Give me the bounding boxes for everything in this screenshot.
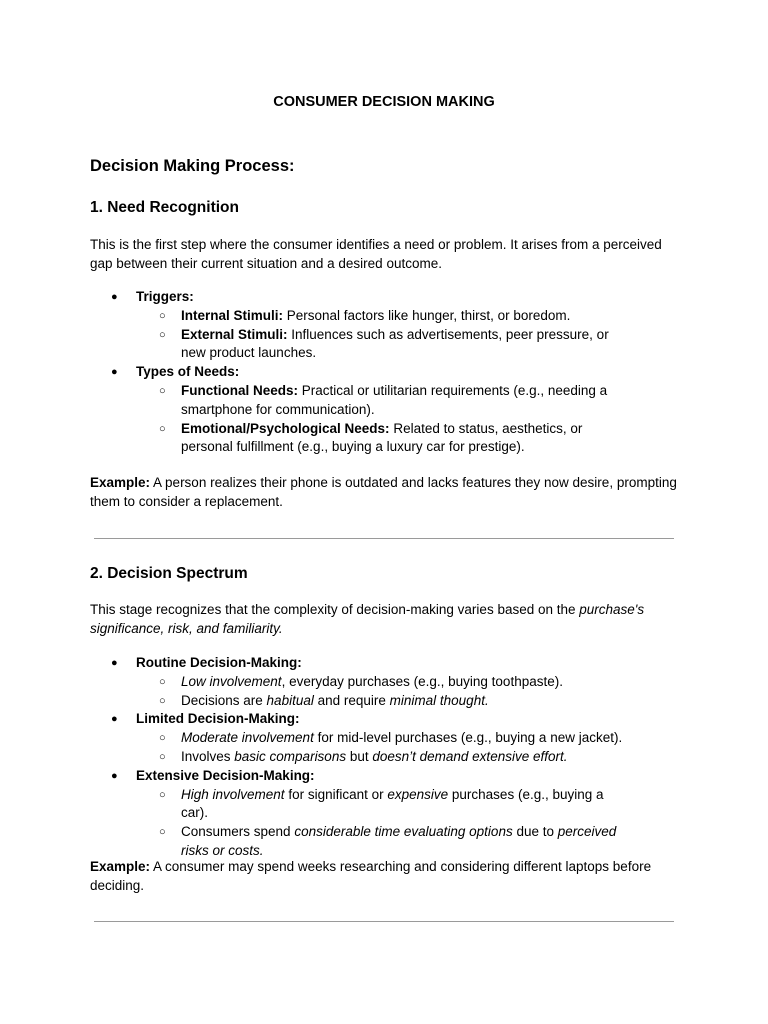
sub-item — [136, 673, 631, 692]
example-text: A person realizes their phone is outdated and lacks features they now desire, prompting them to consider a replacement. — [90, 475, 677, 509]
sub-item-functional-needs — [136, 382, 631, 420]
decision-spectrum-intro — [90, 600, 680, 638]
section-divider — [94, 921, 674, 922]
sub-item-text: but — [346, 748, 373, 764]
decision-spectrum-example — [90, 857, 680, 895]
bullet-icon: ● — [111, 366, 118, 379]
decision-spectrum-heading: 2. Decision Spectrum — [90, 565, 248, 582]
list-item-triggers — [90, 288, 690, 363]
example-label: Example: — [90, 859, 151, 874]
need-recognition-heading: 1. Need Recognition — [90, 199, 239, 216]
sub-item-text: Personal factors like hunger, thirst, or boredom. — [283, 307, 571, 323]
sub-item-label: Functional Needs: — [181, 382, 299, 398]
sub-item — [136, 692, 631, 711]
list-item-label: Types of Needs: — [136, 364, 240, 380]
need-recognition-example — [90, 473, 680, 511]
emphasis-text: considerable time evaluating options — [294, 824, 513, 840]
sub-item-text: due to — [512, 824, 558, 840]
list-item-routine — [90, 654, 690, 710]
sub-item-label: Emotional/Psychological Needs: — [181, 420, 390, 436]
emphasis-text: habitual — [266, 692, 314, 708]
sub-item — [136, 823, 631, 861]
sub-bullet-icon: ○ — [159, 309, 166, 322]
list-item-label: Routine Decision-Making: — [136, 655, 302, 670]
sub-item-text: Consumers spend — [181, 824, 295, 840]
sub-item-text: for mid-level purchases (e.g., buying a new jacket). — [313, 730, 623, 746]
emphasis-text: basic comparisons — [234, 748, 347, 764]
list-item-label: Triggers: — [136, 289, 194, 304]
bullet-icon: ● — [111, 291, 118, 303]
emphasis-text: Moderate involvement — [181, 730, 314, 746]
emphasis-text: Low involvement — [181, 673, 282, 689]
section-divider — [94, 538, 674, 539]
sub-bullet-icon: ○ — [159, 826, 166, 839]
sub-item-text: Involves — [181, 748, 235, 764]
sub-item-text: Decisions are — [181, 692, 267, 708]
sub-bullet-icon: ○ — [159, 694, 166, 707]
sub-item-label: Internal Stimuli: — [181, 307, 284, 323]
emphasis-text: minimal thought. — [389, 692, 489, 708]
sub-item-text: for significant or — [284, 786, 388, 802]
sub-item-internal-stimuli — [136, 307, 631, 326]
emphasis-text: High involvement — [181, 786, 285, 802]
sub-item-external-stimuli — [136, 326, 631, 364]
list-item-types-of-needs — [90, 363, 690, 457]
intro-emphasis: purchase's significance, risk, and familiarity. — [90, 602, 645, 636]
need-recognition-intro: This is the first step where the consumer identifies a need or problem. It arises from a perceived gap between their current situation and a desired outcome. — [90, 237, 662, 271]
sub-item-emotional-needs — [136, 420, 631, 458]
bullet-icon: ● — [111, 713, 118, 726]
example-text: A consumer may spend weeks researching and considering different laptops before deciding. — [90, 859, 652, 893]
emphasis-text: expensive — [387, 786, 449, 802]
document-title: CONSUMER DECISION MAKING — [273, 94, 495, 110]
sub-item — [136, 786, 631, 824]
section-heading: Decision Making Process: — [90, 157, 295, 175]
sub-item-text: Practical or utilitarian requirements (e.g., needing a smartphone for communication). — [181, 382, 608, 417]
emphasis-text: perceived risks or costs. — [181, 824, 617, 858]
sub-bullet-icon: ○ — [159, 328, 166, 341]
sub-bullet-icon: ○ — [159, 675, 166, 688]
sub-item-text: purchases (e.g., buying a car). — [181, 786, 604, 821]
list-item-extensive — [90, 767, 690, 861]
need-recognition-list — [90, 288, 690, 457]
bullet-icon: ● — [111, 769, 118, 782]
sub-bullet-icon: ○ — [159, 422, 166, 435]
sub-item-text: , everyday purchases (e.g., buying toothpaste). — [281, 673, 563, 689]
sub-item-text: Related to status, aesthetics, or personal fulfillment (e.g., buying a luxury car for prestige). — [181, 420, 583, 455]
list-item-label: Extensive Decision-Making: — [136, 767, 315, 783]
sub-item-text: and require — [313, 692, 390, 708]
sub-item — [136, 729, 631, 748]
sub-bullet-icon: ○ — [159, 384, 166, 397]
list-item-label: Limited Decision-Making: — [136, 711, 300, 727]
example-label: Example: — [90, 475, 151, 490]
sub-bullet-icon: ○ — [159, 750, 166, 763]
bullet-icon: ● — [111, 657, 118, 669]
sub-item-text: Influences such as advertisements, peer pressure, or new product launches. — [181, 326, 609, 361]
list-item-limited — [90, 710, 690, 766]
sub-item-label: External Stimuli: — [181, 326, 288, 342]
sub-bullet-icon: ○ — [159, 788, 166, 801]
decision-spectrum-list — [90, 654, 690, 861]
intro-text: This stage recognizes that the complexity of decision-making varies based on the — [90, 602, 580, 617]
sub-bullet-icon: ○ — [159, 732, 166, 745]
sub-item — [136, 748, 631, 767]
emphasis-text: doesn’t demand extensive effort. — [372, 748, 568, 764]
